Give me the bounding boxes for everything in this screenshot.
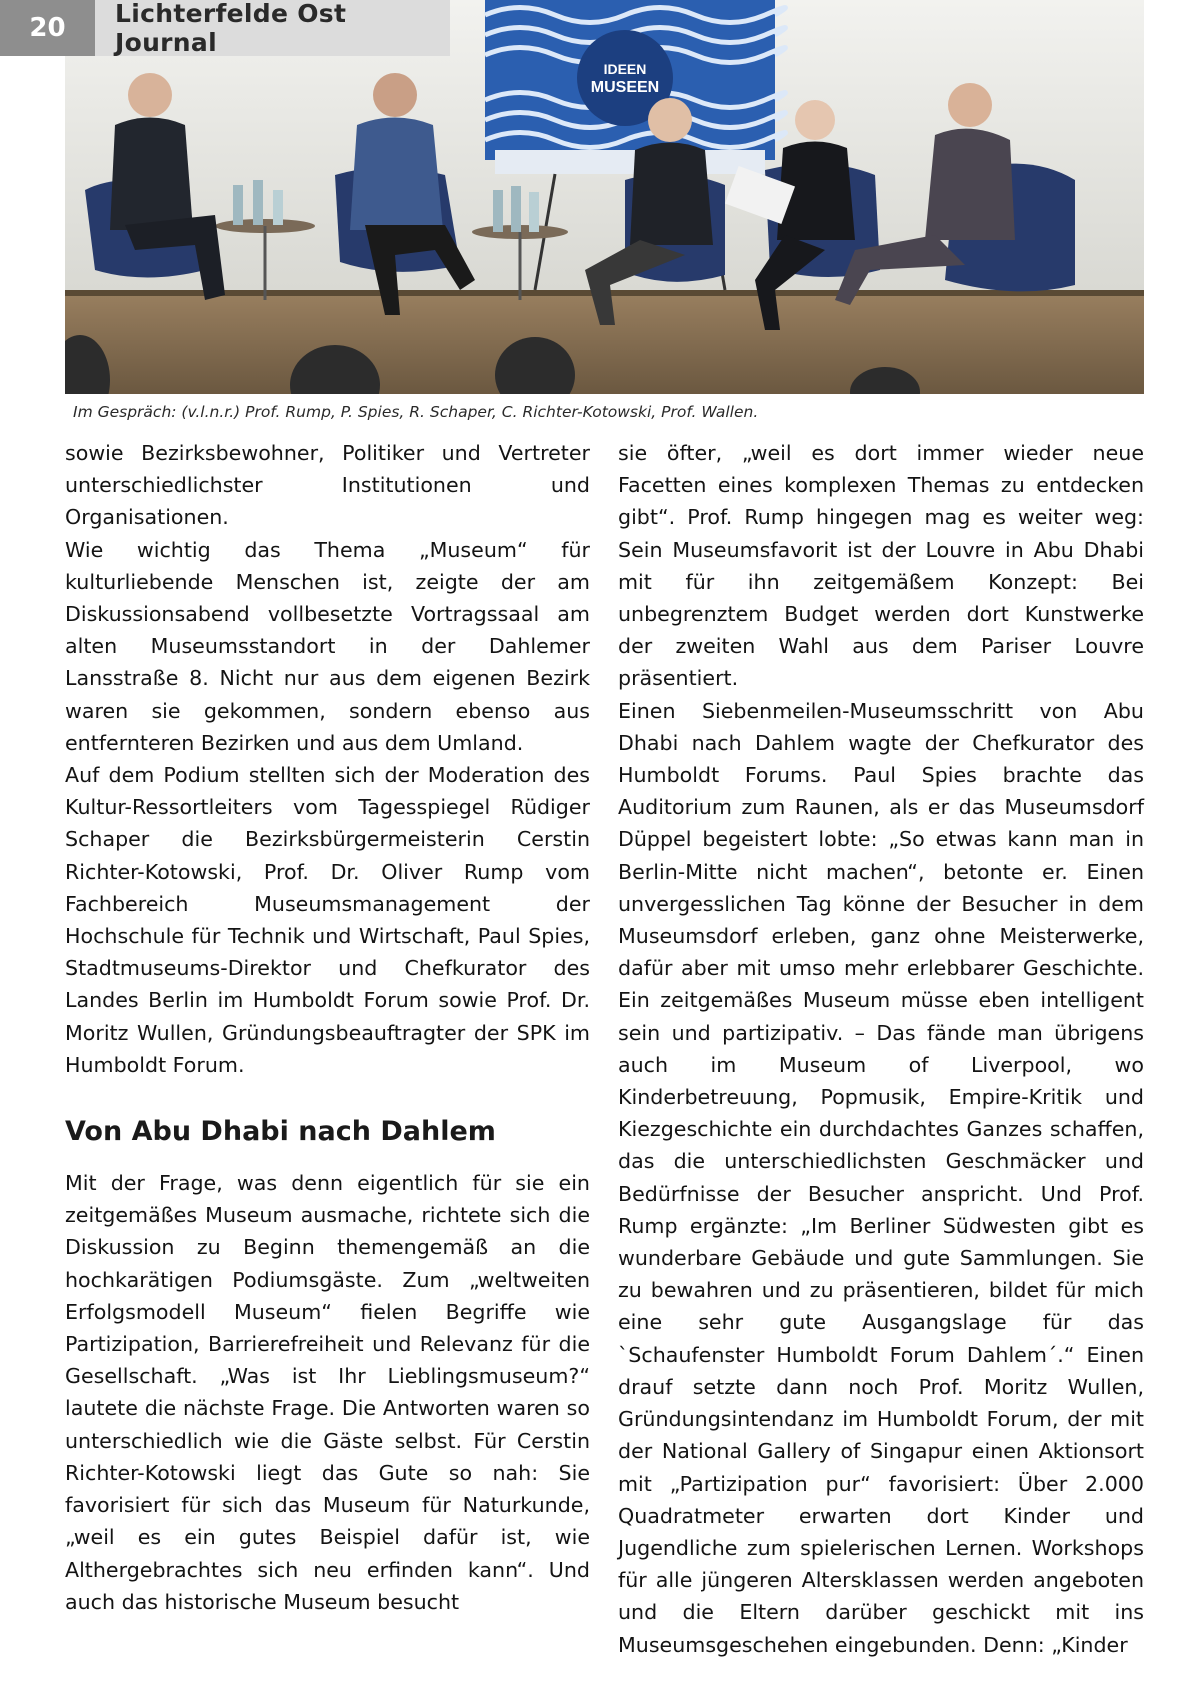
section-heading: Von Abu Dhabi nach Dahlem xyxy=(65,1116,496,1148)
paragraph: Mit der Frage, was denn eigentlich für sie ein zeitgemäßes Museum ausmache, richtete sich die Diskussion zu Beginn themengemäß an die hochkarätigen Podiumsgäste. Zum „weltweiten Erfolgsmodell Museum“ fielen Begriffe wie Partizipation, Barrierefreiheit und Relevanz für die Gesellschaft. „Was ist Ihr Lieblingsmuseum?“ lautete die nächste Frage. Die Antworten waren so unterschiedlich wie die Gäste selbst. Für Cerstin Richter-Kotowski liegt das Gute so nah: Sie favorisiert für sich das Museum für Naturkunde, „weil es ein gutes Beispiel dafür ist, wie Althergebrachtes sich neu erfinden kann“. Und auch das historische Museum besucht xyxy=(65,1171,590,1614)
panel-discussion-photo xyxy=(65,0,1144,394)
paragraph: Auf dem Podium stellten sich der Moderation des Kultur-Ressortleiters vom Tagesspiegel Rüdiger Schaper die Bezirksbürgermeisterin Cerstin Richter-Kotowski, Prof. Dr. Oliver Rump vom Fachbereich Museumsmanagement der Hochschule für Technik und Wirtschaft, Paul Spies, Stadtmuseums-Direktor und Chefkurator des Landes Berlin im Humboldt Forum sowie Prof. Dr. Moritz Wullen, Gründungsbeauftragter der SPK im Humboldt Forum. xyxy=(65,763,590,1077)
backdrop-logo-line1: IDEEN xyxy=(603,61,647,77)
paragraph: sowie Bezirksbewohner, Politiker und Vertreter unterschiedlichster Institutionen und Organisationen. xyxy=(65,441,590,530)
paragraph: Einen Siebenmeilen-Museumsschritt von Abu Dhabi nach Dahlem wagte der Chefkurator des Humboldt Forums. Paul Spies brachte das Auditorium zum Raunen, als er das Museumsdorf Düppel begeistert lobte: „So etwas kann man in Berlin-Mitte nicht machen“, betonte er. Einen unvergesslichen Tag könne der Besucher in dem Museumsdorf erleben, ganz ohne Meisterwerke, dafür aber mit umso mehr erlebbarer Geschichte. Ein zeitgemäßes Museum müsse eben intelligent sein und partizipativ. – Das fände man übrigens auch im Museum of Liverpool, wo Kinderbetreuung, Popmusik, Empire-Kritik und Kiezgeschichte ein durchdachtes Ganzes schaffen, das die unterschiedlichsten Geschmäcker und Bedürfnisse der Besucher anspricht. Und Prof. Rump ergänzte: „Im Berliner Südwesten gibt es wunderbare Gebäude und gute Sammlungen. Sie zu bewahren und zu präsentieren, bildet für mich eine sehr gute Ausgangslage für das `Schaufenster Humboldt Forum Dahlem´.“ Einen drauf setzte dann noch Prof. Moritz Wullen, Gründungsintendanz im Humboldt Forum, der mit der National Gallery of Singapur einen Aktionsort mit „Partizipation pur“ favorisiert: Über 2.000 Quadratmeter erwarten dort Kinder und Jugendliche zum spielerischen Lernen. Workshops für alle jüngeren Altersklassen werden angeboten und die Eltern darüber geschickt mit ins Museumsgeschehen eingebunden. Denn: „Kinder xyxy=(618,698,1144,1657)
article-column-left xyxy=(65,437,590,1618)
page-number: 20 xyxy=(0,0,95,56)
page-header xyxy=(0,0,450,56)
backdrop-logo-line2: MUSEEN xyxy=(590,79,660,96)
photo-caption: Im Gespräch: (v.l.n.r.) Prof. Rump, P. Spies, R. Schaper, C. Richter-Kotowski, Prof. Wallen. xyxy=(73,403,759,421)
paragraph: Wie wichtig das Thema „Museum“ für kulturliebende Menschen ist, zeigte der am Diskussionsabend vollbesetzte Vortragssaal am alten Museumsstandort in der Dahlemer Lansstraße 8. Nicht nur aus dem eigenen Bezirk waren sie gekommen, sondern ebenso aus entfernteren Bezirken und aus dem Umland. xyxy=(65,537,590,755)
photo-illustration xyxy=(65,0,1144,394)
article-column-right xyxy=(618,437,1144,1661)
paragraph: sie öfter, „weil es dort immer wieder neue Facetten eines komplexen Themas zu entdecken gibt“. Prof. Rump hingegen mag es weiter weg: Sein Museumsfavorit ist der Louvre in Abu Dhabi mit für ihn zeitgemäßem Konzept: Bei unbegrenztem Budget werden dort Kunstwerke der zweiten Wahl aus dem Pariser Louvre präsentiert. xyxy=(618,441,1144,691)
journal-title: Lichterfelde Ost Journal xyxy=(95,0,450,56)
